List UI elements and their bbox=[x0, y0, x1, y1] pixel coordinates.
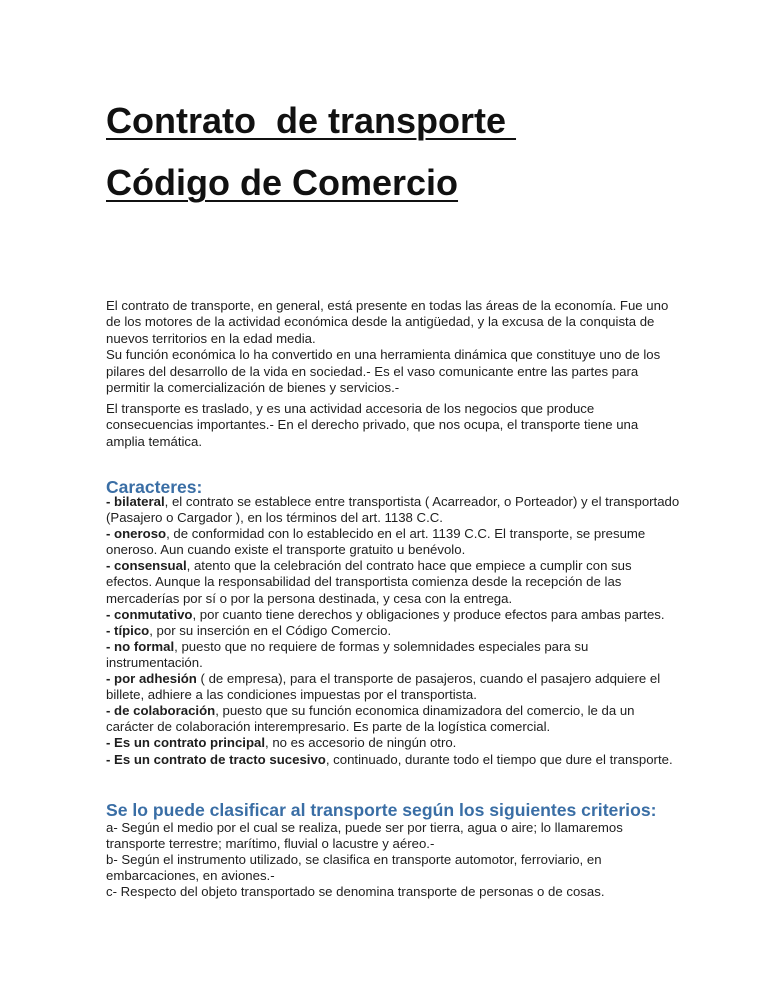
title-line-2: Código de Comercio bbox=[106, 162, 459, 203]
item-text: , no es accesorio de ningún otro. bbox=[265, 735, 457, 751]
item-text: , puesto que no requiere de formas y solemnidades especiales para su instrumentación. bbox=[106, 638, 589, 670]
item-term: - consensual bbox=[106, 558, 187, 574]
list-item bbox=[106, 607, 680, 623]
item-term: - bilateral bbox=[106, 494, 165, 509]
list-item bbox=[106, 671, 680, 703]
title-line-1: Contrato de transporte bbox=[106, 100, 517, 141]
list-item bbox=[106, 752, 680, 768]
item-text: , de conformidad con lo establecido en el art. 1139 C.C. El transporte, se presume oneroso. Aun cuando existe el transporte gratuito u benévolo. bbox=[106, 526, 646, 558]
item-term: - por adhesión bbox=[106, 671, 197, 687]
list-item bbox=[106, 639, 680, 671]
intro-paragraph-2: Su función económica lo ha convertido en una herramienta dinámica que constituye uno de los pilares del desarrollo de la vida en sociedad.- Es el vaso comunicante entre las partes para permitir la comercialización de bienes y servicios.- bbox=[106, 347, 661, 396]
item-term: - Es un contrato principal bbox=[106, 735, 265, 751]
criterios-list bbox=[106, 820, 680, 900]
intro-paragraph-1: El contrato de transporte, en general, está presente en todas las áreas de la economía. Fue uno de los motores de la actividad económica desde la antigüedad, y la excusa de la conquista de nuevos territorios en la edad media. bbox=[106, 298, 669, 346]
caracteres-list bbox=[106, 494, 680, 768]
list-item bbox=[106, 494, 680, 526]
paragraph-2 bbox=[106, 401, 676, 450]
item-term: - de colaboración bbox=[106, 703, 216, 719]
item-text: ( de empresa), para el transporte de pasajeros, cuando el pasajero adquiere el billete, adhiere a las condiciones impuestas por el transportista. bbox=[106, 671, 661, 703]
paragraph-2-text: El transporte es traslado, y es una actividad accesoria de los negocios que produce consecuencias importantes.- En el derecho privado, que nos ocupa, el transporte tiene una amplia temática. bbox=[106, 401, 639, 449]
list-item bbox=[106, 703, 680, 735]
item-term: - no formal bbox=[106, 638, 175, 654]
criterio-item: a- Según el medio por el cual se realiza, puede ser por tierra, agua o aire; lo llamaremos transporte terrestre; marítimo, fluvial o lacustre y aéreo.- bbox=[106, 820, 623, 852]
item-term: - oneroso bbox=[106, 526, 167, 542]
list-item bbox=[106, 558, 680, 606]
list-item bbox=[106, 526, 680, 558]
item-text: , puesto que su función economica dinamizadora del comercio, le da un carácter de colaboración interempresario. Es parte de la logística comercial. bbox=[106, 703, 635, 735]
caracteres-heading: Caracteres: bbox=[106, 477, 203, 497]
item-term: - Es un contrato de tracto sucesivo bbox=[106, 751, 326, 767]
item-text: , el contrato se establece entre transportista ( Acarreador, o Porteador) y el transportado (Pasajero o Cargador ), en los términos del art. 1138 C.C. bbox=[106, 494, 680, 526]
item-text: , continuado, durante todo el tiempo que dure el transporte. bbox=[325, 751, 673, 767]
item-term: - conmutativo bbox=[106, 606, 193, 622]
criterio-item: c- Respecto del objeto transportado se denomina transporte de personas o de cosas. bbox=[106, 884, 605, 900]
intro-section bbox=[106, 298, 676, 396]
item-text: , por cuanto tiene derechos y obligaciones y produce efectos para ambas partes. bbox=[192, 606, 665, 622]
list-item bbox=[106, 623, 680, 639]
item-term: - típico bbox=[106, 622, 150, 638]
criterio-item: b- Según el instrumento utilizado, se clasifica en transporte automotor, ferroviario, en embarcaciones, en aviones.- bbox=[106, 852, 602, 884]
list-item bbox=[106, 735, 680, 751]
item-text: , por su inserción en el Código Comercio. bbox=[149, 622, 392, 638]
clasificacion-heading: Se lo puede clasificar al transporte según los siguientes criterios: bbox=[106, 800, 657, 820]
item-text: , atento que la celebración del contrato hace que empiece a cumplir con sus efectos. Aunque la responsabilidad del transportista comienza desde la recepción de las mercaderías por sí o por la persona destinada, y cesa con la entrega. bbox=[106, 558, 632, 606]
